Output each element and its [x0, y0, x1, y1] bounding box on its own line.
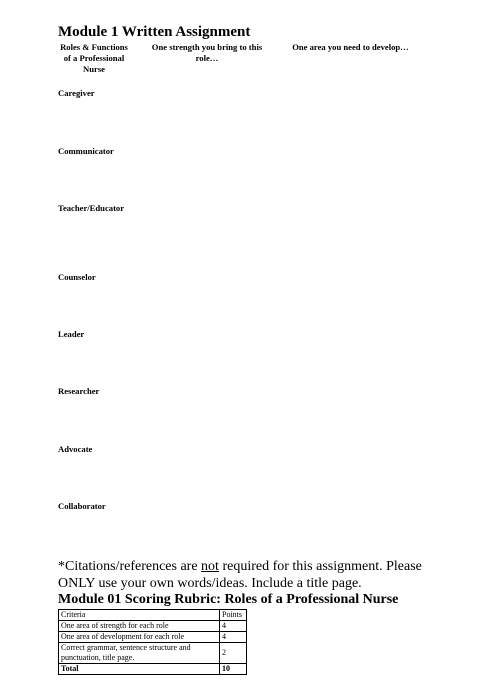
role-teacher-educator: Teacher/Educator	[58, 203, 125, 213]
citation-note	[58, 559, 438, 592]
role-leader: Leader	[58, 329, 85, 339]
rubric-points-cell: 4	[220, 632, 247, 643]
rubric-points-cell: 4	[220, 621, 247, 632]
note-text-before: *Citations/references are	[58, 559, 202, 574]
role-communicator: Communicator	[58, 146, 114, 156]
assignment-title: Module 1 Written Assignment	[58, 24, 251, 40]
table-row	[59, 632, 247, 643]
table-row	[59, 621, 247, 632]
role-advocate: Advocate	[58, 444, 93, 454]
column-header-strength: One strength you bring to this role…	[151, 42, 263, 63]
column-header-develop: One area you need to develop…	[292, 42, 409, 52]
rubric-title: Module 01 Scoring Rubric: Roles of a Professional Nurse	[58, 592, 399, 607]
rubric-header-row	[59, 610, 247, 621]
table-row	[59, 643, 247, 664]
role-researcher: Researcher	[58, 386, 100, 396]
rubric-total-row	[59, 664, 247, 675]
rubric-header-criteria: Criteria	[59, 610, 220, 621]
rubric-criteria-cell: One area of strength for each role	[59, 621, 220, 632]
note-underlined-word: not	[201, 559, 219, 574]
role-caregiver: Caregiver	[58, 88, 95, 98]
scoring-rubric-table	[58, 609, 247, 675]
rubric-criteria-cell: One area of development for each role	[59, 632, 220, 643]
note-text-after: required for this assignment. Please ONLY use your own words/ideas. Include a title page.	[58, 559, 422, 591]
rubric-header-points: Points	[220, 610, 247, 621]
role-collaborator: Collaborator	[58, 501, 106, 511]
column-header-roles: Roles & Functions of a Professional Nurse	[60, 42, 128, 74]
rubric-total-label: Total	[59, 664, 220, 675]
rubric-total-points: 10	[220, 664, 247, 675]
rubric-criteria-cell: Correct grammar, sentence structure and punctuation, title page.	[59, 643, 220, 664]
role-counselor: Counselor	[58, 272, 96, 282]
rubric-points-cell: 2	[220, 643, 247, 664]
